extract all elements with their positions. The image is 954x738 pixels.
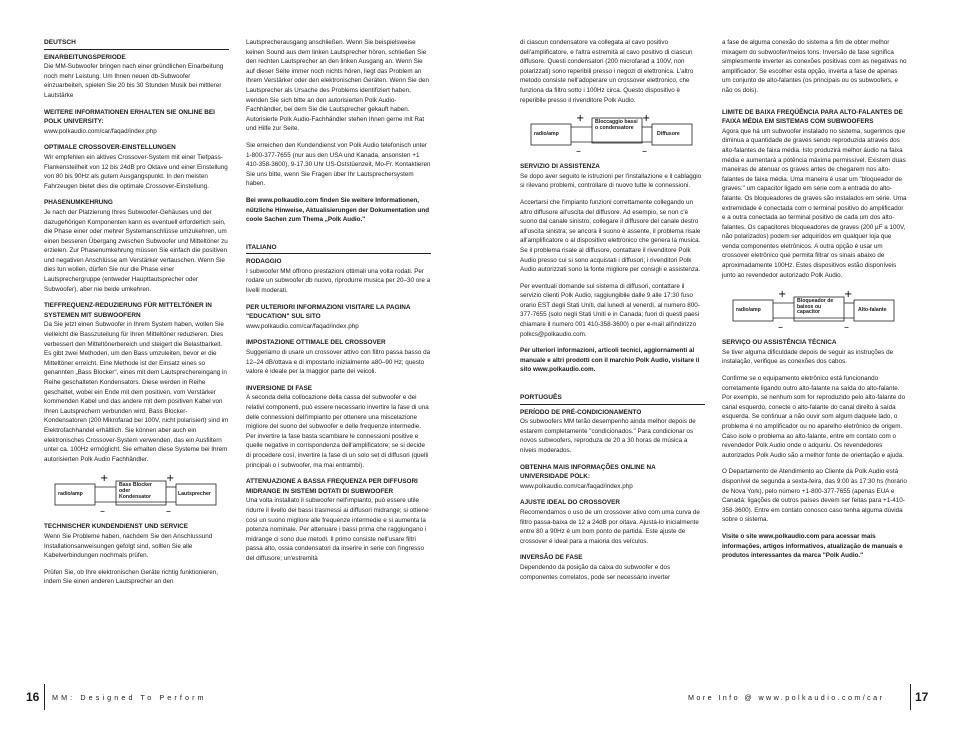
section-heading: PHASENUMKEHRUNG	[44, 199, 113, 207]
paragraph: Una volta installato il subwoofer nell'impianto, può essere utile ridurre il livello dei bassi trasmessi ai diffusori midrange; si ottiene così un suono migliore alle frequenze intermedie e si aumenta la potenza nominale. Per attenuare i bassi prima che raggiungano i midrange ci sono due metodi. Il primo consiste nell'usare filtri passa alto, ossia condensatori da inserire in serie con l'ingresso del diffusore; un'estremità	[246, 497, 429, 562]
speaker-label: Lautsprecher	[178, 491, 211, 498]
url-text: www.polkaudio.com/car/faqad/index.php	[520, 482, 633, 490]
svg-text:–: –	[778, 322, 783, 332]
column-3	[520, 38, 705, 589]
paragraph: Wenn Sie Probleme haben, nachdem Sie den Anschlussund Installationsanweisungen gefolgt sind, sollten Sie alle Kabelverbindungen nochmals prüfen.	[44, 532, 213, 560]
paragraph: A seconda della collocazione della cassa del subwoofer e dei relativi componenti, può essere necessario invertire la fase di una delle connessioni dell'impianto per ottenere una miscelazione migliore del suono del subwoofer e delle frequenze intermedie. Per invertire la fase basta scambiare le connessioni positive e quelle negative in corrispondenza dell'amplificatore; se si decide di procedere così, invertire la fase di un solo set di diffusori (quelli principali o i subwoofer, ma mai entrambi).	[246, 394, 429, 469]
paragraph: Die MM-Subwoofer bringen nach einer gründlichen Einarbeitung noch mehr Leistung. Um Ihnen neuen db-Subwoofer einzuarbeiten, spielen Sie 20 bis 30 Stunden Musik bei mittlerer Lautstärke	[44, 63, 224, 99]
paragraph: di ciascun condensatore va collegata al cavo positivo dell'amplificatore, e l'altra estremità al cavo positivo di ciascun diffusore. Questi condensatori (200 microfarad a 100V, non polarizzati) sono reperibili presso i negozi di elettronica. L'altro metodo consiste nell'adoperare un crossover elettronico, che funziona da filtro sotto i 100Hz circa. Questo dispositivo è reperibile presso il rivenditore Polk Audio.	[520, 39, 694, 104]
paragraph: Da Sie jetzt einen Subwoofer in Ihrem System haben, wollen Sie vielleicht die Basszuteilung für Ihren Mitteltöner reduzieren. Dies verbessert den Mitteltönerbereich und steigert die Belastbarkeit. Es gibt zwei Methoden, um den Bass umzuleiten, bevor er die Mitteltöner erreicht. Eine Methode ist der Einsatz eines so genannten „Bass Blocker", eines mit dem Lautsprechereingang in Reihe geschalteten Kondensators. Diese werden in Reihe geschaltet, wobei ein Ende mit dem positiven, vom Verstärker kommenden Kabel und das andere mit dem positiven Kabel von Ihren Lautsprechern verbunden wird. Bass Blocker-Kondensatoren (200 Mikrofarad bei 100V, nicht polarisiert) sind im Elektrofachhandel erhältlich. Sie können aber auch ein elektronisches Crossover-System verwenden, das ein Ausfiltern unter ca. 100Hz ermöglicht. Sie erhalten diese Systeme bei Ihrem autorisierten Polk Audio Fachhändler.	[44, 321, 229, 463]
page-number-right: 17	[915, 690, 929, 704]
paragraph-bold: Visite o site www.polkaudio.com para acessar mais informações, artigos informativos, atualização de manuais e produtos interessantes da marca "Polk Audio."	[722, 532, 903, 560]
svg-text:–: –	[844, 322, 849, 332]
paragraph: Os subwoofers MM terão desempenho ainda melhor depois de estarem completamente "condicionados." Para condicionar os novos subwoofers, reproduza de 20 a 30 horas de música a níveis moderados.	[520, 418, 696, 454]
section-heading: SERVIÇO OU ASSISTÊNCIA TÉCNICA	[722, 339, 837, 347]
paragraph: O Departamento de Atendimento ao Cliente da Polk Audio está disponível de segunda a sexta-feira, das 9:00 às 17:30 hs (horário de Nova York), pelo número +1-800-377-7655 (apenas EUA e Canadá; ligações de outros países devem ser feitas para +1-410-358-3600). Entre em contato conosco caso tenha alguma dúvida sobre o sistema.	[722, 468, 907, 524]
paragraph: Prüfen Sie, ob Ihre elektronischen Geräte richtig funktionieren, indem Sie einen anderen Lautsprecher an den	[44, 568, 218, 586]
footer-divider-left	[44, 684, 45, 710]
section-heading: EINARBEITUNGSPERIODE	[44, 53, 126, 61]
page-number-left: 16	[26, 690, 40, 704]
paragraph: Recomendamos o uso de um crossover ativo com uma curva de filtro passa-baixa de 12 a 24dB por oitava. Ajustá-lo inicialmente entre 80 a 90Hz é um bom ponto de partida. Este ajuste de crossover é ideal para a maioria dos veículos.	[520, 508, 700, 545]
speaker-label: Diffusore	[657, 131, 680, 138]
language-heading-portugues: PORTUGUÊS	[520, 393, 705, 405]
svg-text:–: –	[642, 146, 647, 156]
wiring-diagram	[44, 471, 229, 515]
section-heading: TIEFFREQUENZ-REDUZIERUNG FÜR MITTELTÖNER IN SYSTEMEN MIT SUBWOOFERN	[44, 302, 212, 319]
paragraph: Wir empfehlen ein aktives Crossover-System mit einer Tiefpass-Flankensteilheit von 12 bis 24dB pro Oktave und einer Einstellung von 80 bis 90Hz als gutem Ausgangspunkt. In den meisten Fahrzeugen bietet dies die optimale Crossover-Einstellung.	[44, 153, 228, 190]
svg-text:+: +	[576, 113, 585, 125]
svg-text:+: +	[166, 473, 175, 485]
section-heading: RODAGGIO	[246, 258, 282, 266]
wiring-diagram	[520, 111, 705, 155]
speaker-label: Alto-falante	[858, 307, 887, 314]
section-heading: PER ULTERIORI INFORMAZIONI VISITARE LA PAGINA "EDUCATION" SUL SITO	[246, 303, 411, 321]
section-heading: AJUSTE IDEAL DO CROSSOVER	[520, 499, 621, 507]
svg-text:+: +	[100, 473, 109, 485]
radio-amp-label: radio/amp	[58, 491, 83, 498]
paragraph: Je nach der Platzierung Ihres Subwoofer-Gehäuses und der dazugehörigen Komponenten kann es eventuell erforderlich sein, die Phase einer oder mehrer Systemanschlüsse umzukehren, um einen besseren Übergang zwischen Subwoofer und Mitteltöner zu erzielen. Zur Phasenumkehrung müssen Sie einfach die positiven und negativen Anschlüsse am Verstärker vertauschen. Wenn Sie dies tun wollen, dürfen Sie nur die Phase einer Lautsprechergruppe (entweder Haupttautsprecher oder Subwoofer), aber nie beide umkehren.	[44, 208, 228, 293]
capacitor-label: Bass Blocker oder Kondensator	[119, 482, 152, 500]
section-heading: INVERSÃO DE FASE	[520, 554, 583, 562]
section-heading: SERVIZIO DI ASSISTENZA	[520, 163, 600, 171]
capacitor-label: Bloccaggio bassi o condensatore	[595, 119, 638, 131]
section-heading: OBTENHA MAIS INFORMAÇÕES ONLINE NA UNIVERSIDADE POLK:	[520, 463, 656, 481]
footer-url: More Info @ www.polkaudio.com/car	[688, 693, 885, 702]
section-heading: WEITERE INFORMATIONEN ERHALTEN SIE ONLINE BEI POLK UNIVERSITY:	[44, 108, 215, 126]
column-1	[44, 38, 229, 594]
paragraph: Agora que há um subwoofer instalado no sistema, sugerimos que diminua a quantidade de graves sendo reproduzida através dos alto-falantes de faixa média. Isto produzirá melhor áudio na faixa média e aumentará a potência máxima permissível. Existem duas maneiras de atenuar os graves antes de chegarem nos alto-falantes de faixa média. Uma maneira é usar um "bloqueador de graves:" um capacitor ligado em série com a entrada do alto-falante. Os bloqueadores de graves são instalados em série. Uma extremidade é conectada com o terminal positivo do amplificador e a outra conectada ao terminal positivo de cada um dos alto-falantes. Os capacitores bloqueadores de graves (200 µF a 100V, não polarizados) podem ser adquiridos em qualquer loja que venda componentes eletrônicos. A outra opção é usar um crossover eletrônico que permita filtrar os sinais abaixo de aproximadamente 100Hz. Estes dispositivos estão disponíveis junto ao revendedor autorizado Polk Audio.	[722, 127, 907, 279]
column-4	[722, 38, 907, 568]
paragraph: Lautsprecherausgang anschließen. Wenn Sie beispielsweise keinen Sound aus dem linken Lautsprecher hören, schließen Sie den rechten Lautsprecher an den linken Ausgang an. Wenn Sie auf dieser Seite immer noch nichts hören, liegt das Problem an Ihrem Verstärker oder den elektronischen Geräten. Wenn Sie den Lautsprecher als Ursache des Problems identifiziert haben, wenden Sie sich bitte an den autorisierten Polk Audio-Fachhändler, bei dem Sie die Lautsprecher gekauft haben. Autorisierte Polk Audio-Fachhändler stehen Ihnen gerne mit Rat und Hilfe zur Seite.	[246, 39, 429, 133]
paragraph: Dependendo da posição da caixa do subwoofer e dos componentes correlatos, pode ser necessário inverter	[520, 563, 671, 581]
paragraph: Per eventuali domande sul sistema di diffusori, contattare il servizio clienti Polk Audio, raggiungibile dalle 9 alle 17:30 fuso orario EST degli Stati Uniti, dal lunedì al venerdì, al numero 800-377-7655 (solo negli Stati Uniti e in Canada; fuori di questi paesi chiamare il numero 001 410-358-3600) o per e-mail all'indirizzo polkcs@polkaudio.com.	[520, 282, 700, 338]
language-heading-deutsch: DEUTSCH	[44, 38, 229, 50]
section-heading: IMPOSTAZIONE OTTIMALE DEL CROSSOVER	[246, 339, 386, 347]
column-2	[246, 38, 431, 571]
wiring-diagram	[722, 287, 907, 331]
paragraph: Accertarsi che l'impianto funzioni correttamente collegando un altro diffusore all'uscita del diffusore. Ad esempio, se non c'è suono dal canale sinistro, collegare il diffusore del canale destro all'uscita sinistra; se ancora il suono è assente, il problema risale all'amplificatore o al dispositivo elettronico che genera la musica. Se il problema risale al diffusore, contattare il rivenditore Polk Audio presso cui si sono acquistati i diffusori; i rivenditori Polk Audio autorizzati sono la fonte migliore per consigli e assistenza.	[520, 198, 701, 274]
paragraph: a fase de alguma conexão do sistema a fim de obter melhor mixagem do subwoofer/meios tons. Inversão de fase significa simplesmente inverter as conexões positivas com as negativas no amplificador. Se escolher esta opção, inverta a fase de apenas um conjunto de alto-falantes (os principais ou os subwoofers, e não os dois).	[722, 39, 907, 94]
paragraph: I subwoofer MM offrono prestazioni ottimali una volta rodati. Per rodare un subwoofer db nuovo, riprodurre musica per 20–30 ore a livelli moderati.	[246, 267, 431, 295]
svg-text:+: +	[642, 113, 651, 125]
capacitor-label: Bloqueador de baixos ou capacitor	[797, 298, 834, 316]
paragraph-bold: Bei www.polkaudio.com finden Sie weitere Informationen, nützliche Hinweise, Aktualisierungen der Dokumentation und coole Sachen zum Thema „Polk Audio."	[246, 196, 430, 224]
svg-text:–: –	[166, 506, 171, 516]
svg-text:+: +	[844, 289, 853, 301]
paragraph: Se dopo aver seguito le istruzioni per l'installazione e il cablaggio si rilevano problemi, controllare di nuovo tutte le connessioni.	[520, 172, 702, 190]
paragraph: Confirme se o equipamento eletrônico está funcionando corretamente ligando outro alto-falante na saída do alto-falante. Por exemplo, se nenhum som for reproduzido pelo alto-falante do canal esquerdo, conecte o alto-falante do canal direito à saída esquerda. Se continuar a não ouvir som algum daquele lado, o problema é no amplificador ou no aparelho eletrônico de origem. Caso isole o problema ao alto-falante, entre em contato com o revendedor Polk Audio onde o adquiriu. Os revendedores autorizados Polk Audio são a melhor fonte de orientação e ajuda.	[722, 375, 906, 459]
footer-tagline: MM: Designed To Perform	[52, 693, 207, 702]
paragraph-bold: Per ulteriori informazioni, articoli tecnici, aggiornamenti al manuale e altri prodotti con il marchio Polk Audio, visitare il sito www.polkaudio.com.	[520, 347, 700, 374]
section-heading: LIMITE DE BAIXA FREQÜÊNCIA PARA ALTO-FALANTES DE FAIXA MÉDIA EM SISTEMAS COM SUBWOOFERS	[722, 108, 903, 126]
section-heading: OPTIMALE CROSSOVER-EINSTELLUNGEN	[44, 144, 176, 152]
svg-text:–: –	[100, 506, 105, 516]
radio-amp-label: radio/amp	[736, 307, 761, 314]
language-heading-italiano: ITALIANO	[246, 243, 431, 255]
section-heading: PERÍODO DE PRÉ-CONDICIONAMENTO	[520, 408, 642, 416]
paragraph: Se tiver alguma dificuldade depois de seguir as instruções de instalação, verifique as conexões dos cabos.	[722, 348, 894, 366]
paragraph: Sie erreichen den Kundendienst von Polk Audio telefonisch unter 1-800-377-7655 (nur aus den USA und Kanada, ansonsten +1 410-358-3600), 9-17.30 Uhr US-Oststüenzeit, Mo-Fr. Kontaktieren Sie uns bitte, wenn Sie Fragen über Ihr Lautsprechersystem haben.	[246, 141, 431, 188]
url-text: www.polkaudio.com/car/faqad/index.php	[44, 127, 157, 135]
url-text: www.polkaudio.com/car/faqad/index.php	[246, 322, 359, 330]
paragraph: Suggeriamo di usare un crossover attivo con filtro passa basso da 12–24 dB/ottava e di impostarlo inizialmente a80–90 Hz; questo valore è ideale per la maggior parte dei veicoli.	[246, 349, 431, 376]
footer-divider-right	[910, 684, 911, 710]
svg-text:–: –	[576, 146, 581, 156]
section-heading: INVERSIONE DI FASE	[246, 384, 313, 392]
radio-amp-label: radio/amp	[534, 131, 559, 138]
section-heading: ATTENUAZIONE A BASSA FREQUENZA PER DIFFUSORI MIDRANGE IN SISTEMI DOTATI DI SUBWOOFER	[246, 478, 418, 495]
svg-text:+: +	[778, 289, 787, 301]
section-heading: TECHNISCHER KUNDENDIENST UND SERVICE	[44, 523, 189, 531]
